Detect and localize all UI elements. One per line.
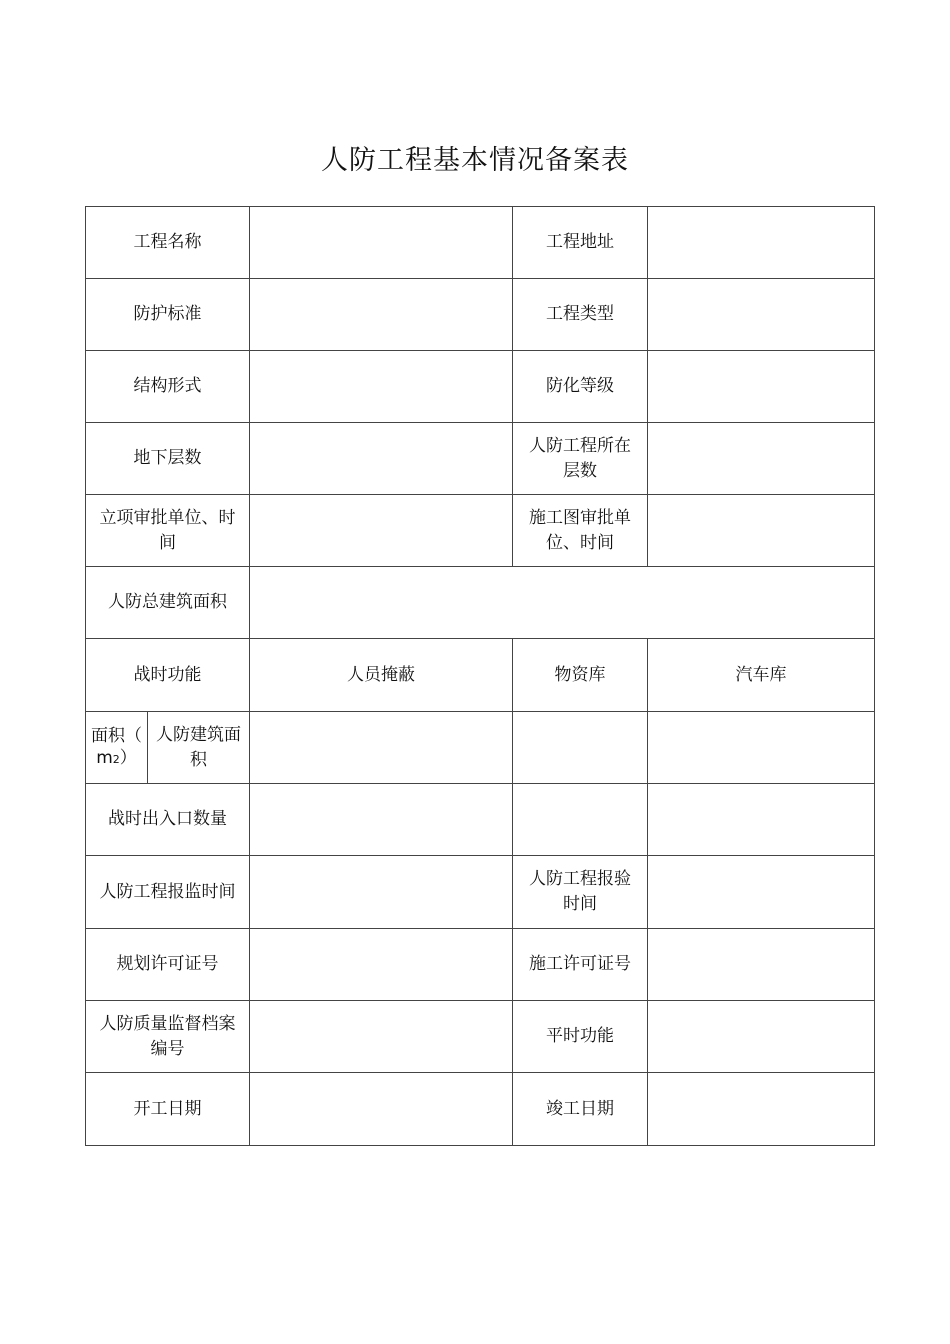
quality-archive-label: 人防质量监督档案编号 [86,1001,250,1073]
underground-floors-label: 地下层数 [86,423,250,495]
start-date-field[interactable] [250,1073,513,1146]
area-unit-close: ） [119,747,137,768]
chemical-defense-level-label: 防化等级 [513,351,648,423]
table-row [86,423,875,495]
inspection-report-time-field[interactable] [648,856,875,929]
table-row [86,207,875,279]
peacetime-function-field[interactable] [648,1001,875,1073]
underground-floors-field[interactable] [250,423,513,495]
inspection-report-time-label: 人防工程报验时间 [513,856,648,929]
construction-permit-label: 施工许可证号 [513,929,648,1001]
civil-defense-floor-field[interactable] [648,423,875,495]
project-type-label: 工程类型 [513,279,648,351]
peacetime-function-label: 平时功能 [513,1001,648,1073]
page-title: 人防工程基本情况备案表 [321,145,629,176]
entrance-count-label: 战时出入口数量 [86,784,250,856]
table-row [86,784,875,856]
protection-standard-label: 防护标准 [86,279,250,351]
total-area-label: 人防总建筑面积 [86,567,250,639]
project-name-label: 工程名称 [86,207,250,279]
wartime-function-label: 战时功能 [86,639,250,712]
entrance-garage-field[interactable] [648,784,875,856]
chemical-defense-level-field[interactable] [648,351,875,423]
wartime-function-garage: 汽车库 [648,639,875,712]
table-row [86,567,875,639]
civil-defense-building-area-label: 人防建筑面积 [148,712,250,784]
table-row [86,1073,875,1146]
approval-unit-time-field[interactable] [250,495,513,567]
area-unit-text: m [96,747,113,768]
project-type-field[interactable] [648,279,875,351]
table-row [86,856,875,929]
filing-form-table [85,206,875,1146]
area-unit-label [86,712,148,784]
entrance-personnel-field[interactable] [250,784,513,856]
structure-form-label: 结构形式 [86,351,250,423]
drawing-approval-field[interactable] [648,495,875,567]
table-row [86,639,875,712]
table-row [86,712,875,784]
area-personnel-field[interactable] [250,712,513,784]
quality-archive-field[interactable] [250,1001,513,1073]
project-name-field[interactable] [250,207,513,279]
planning-permit-field[interactable] [250,929,513,1001]
table-row [86,495,875,567]
table-row [86,929,875,1001]
table-row [86,1001,875,1073]
supervision-report-time-field[interactable] [250,856,513,929]
completion-date-label: 竣工日期 [513,1073,648,1146]
project-address-field[interactable] [648,207,875,279]
completion-date-field[interactable] [648,1073,875,1146]
supervision-report-time-label: 人防工程报监时间 [86,856,250,929]
wartime-function-material-storage: 物资库 [513,639,648,712]
construction-permit-field[interactable] [648,929,875,1001]
area-label-text: 面积（ [91,725,142,746]
drawing-approval-label: 施工图审批单位、时间 [513,495,648,567]
total-area-field[interactable] [250,567,875,639]
project-address-label: 工程地址 [513,207,648,279]
wartime-function-personnel-shelter: 人员掩蔽 [250,639,513,712]
civil-defense-floor-label: 人防工程所在层数 [513,423,648,495]
area-garage-field[interactable] [648,712,875,784]
table-row [86,279,875,351]
area-unit-superscript: 2 [112,752,120,766]
planning-permit-label: 规划许可证号 [86,929,250,1001]
approval-unit-time-label: 立项审批单位、时间 [86,495,250,567]
protection-standard-field[interactable] [250,279,513,351]
structure-form-field[interactable] [250,351,513,423]
table-row [86,351,875,423]
area-material-field[interactable] [513,712,648,784]
start-date-label: 开工日期 [86,1073,250,1146]
entrance-material-field[interactable] [513,784,648,856]
